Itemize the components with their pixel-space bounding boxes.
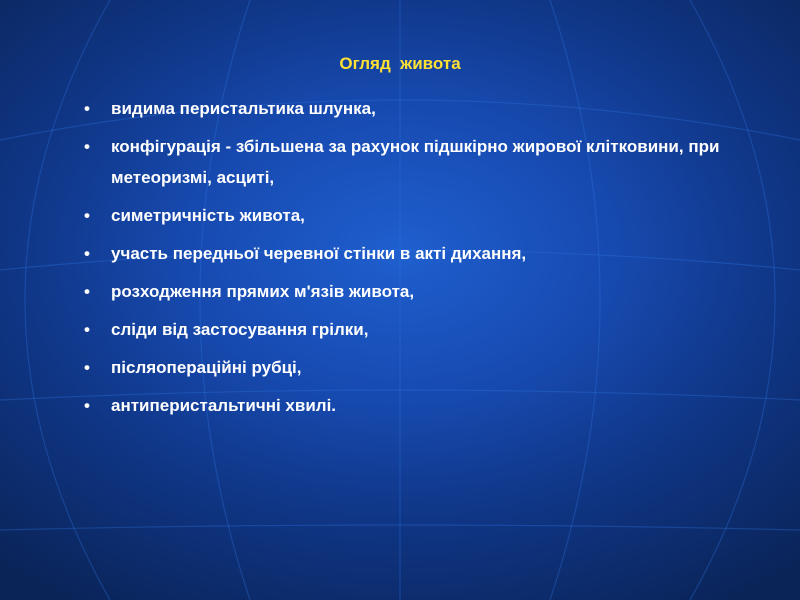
bullet-text: антиперистальтичні хвилі. (111, 396, 337, 415)
bullet-item (80, 93, 760, 124)
bullet-list (80, 93, 760, 428)
bullet-text: видима перистальтика шлунка, (111, 99, 376, 118)
bullet-text: сліди від застосування грілки, (111, 320, 369, 339)
bullet-text: симетричність живота, (111, 206, 305, 225)
bullet-dot-icon: • (84, 358, 90, 377)
bullet-text: конфігурація - збільшена за рахунок підшкірно жирової клітковини, при метеоризмі, асциті, (111, 137, 720, 187)
slide-title: Огляд живота (339, 54, 461, 73)
bullet-dot-icon: • (84, 137, 90, 156)
bullet-dot-icon: • (84, 282, 90, 301)
bullet-item (80, 314, 760, 345)
bullet-item (80, 200, 760, 231)
bullet-dot-icon: • (84, 244, 90, 263)
bullet-item (80, 131, 760, 193)
bullet-dot-icon: • (84, 99, 90, 118)
bullet-text: післяопераційні рубці, (111, 358, 302, 377)
bullet-text: участь передньої черевної стінки в акті дихання, (111, 244, 527, 263)
bullet-dot-icon: • (84, 320, 90, 339)
bullet-dot-icon: • (84, 396, 90, 415)
bullet-text: розходження прямих м'язів живота, (111, 282, 415, 301)
bullet-item (80, 276, 760, 307)
bullet-dot-icon: • (84, 206, 90, 225)
bullet-item (80, 238, 760, 269)
bullet-item (80, 352, 760, 383)
bullet-item (80, 390, 760, 421)
